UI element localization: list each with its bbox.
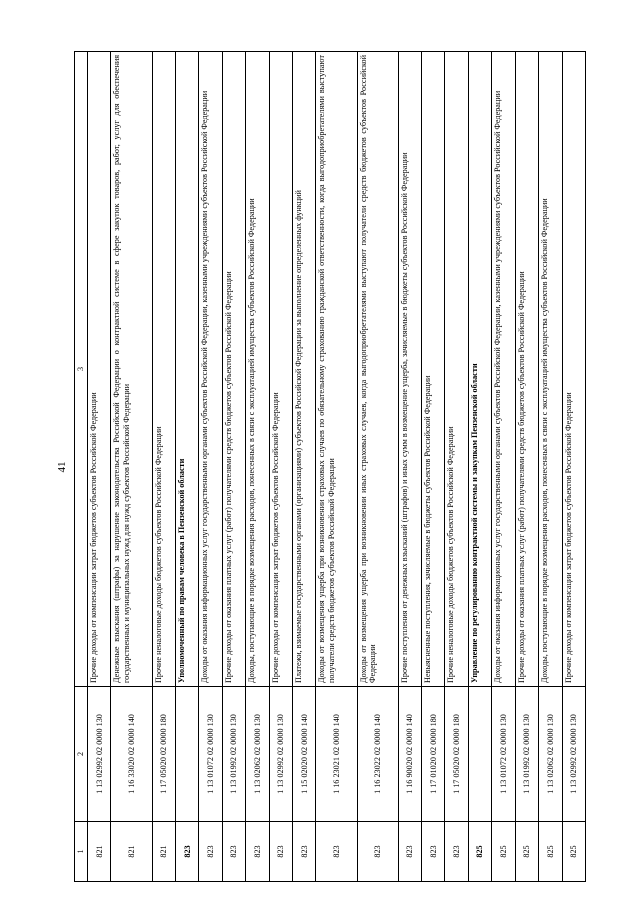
revenue-code-cell: 1 16 23021 02 0000 140: [316, 687, 357, 822]
revenue-name-cell: Прочие неналоговые доходы бюджетов субъектов Российской Федерации: [445, 52, 468, 687]
admin-code-cell: 823: [246, 822, 269, 882]
revenue-name-cell: Уполномоченный по правам человека в Пензенской области: [175, 52, 198, 687]
table-row: [445, 52, 468, 882]
admin-code-cell: 823: [445, 822, 468, 882]
revenue-code-cell: 1 17 05020 02 0000 180: [445, 687, 468, 822]
admin-code-cell: 823: [422, 822, 445, 882]
table-row: [492, 52, 515, 882]
table-row: [175, 52, 198, 882]
revenue-name-cell: Невыясненные поступления, зачисляемые в бюджеты субъектов Российской Федерации: [422, 52, 445, 687]
table-row: [222, 52, 245, 882]
table-row: [398, 52, 421, 882]
admin-code-cell: 823: [316, 822, 357, 882]
admin-code-cell: 823: [222, 822, 245, 882]
admin-code-cell: 823: [293, 822, 316, 882]
revenue-codes-table: [74, 51, 586, 882]
admin-code-cell: 821: [111, 822, 152, 882]
revenue-code-cell: 1 13 01072 02 0000 130: [199, 687, 222, 822]
revenue-code-cell: 1 13 02992 02 0000 130: [88, 687, 111, 822]
admin-code-cell: 823: [357, 822, 398, 882]
table-row: [88, 52, 111, 882]
revenue-code-cell: 1 13 02062 02 0000 130: [246, 687, 269, 822]
admin-code-cell: 825: [515, 822, 538, 882]
admin-code-cell: 823: [175, 822, 198, 882]
table-row: [293, 52, 316, 882]
table-row: [199, 52, 222, 882]
admin-code-cell: 821: [152, 822, 175, 882]
revenue-name-cell: Платежи, взимаемые государственными органами (организациями) субъектов Российской Федерации за выполнение определенных функций: [293, 52, 316, 687]
table-row: [539, 52, 562, 882]
header-col-2: 2: [75, 687, 88, 822]
revenue-code-cell: [175, 687, 198, 822]
revenue-name-cell: Прочие поступления от денежных взысканий (штрафов) и иных сумм в возмещение ущерба, зачисляемые в бюджеты субъектов Российской Федерации: [398, 52, 421, 687]
table-row: [357, 52, 398, 882]
admin-code-cell: 823: [269, 822, 292, 882]
revenue-code-cell: [468, 687, 491, 822]
revenue-code-cell: 1 13 02992 02 0000 130: [269, 687, 292, 822]
table-header-row: [75, 52, 88, 882]
header-col-3: 3: [75, 52, 88, 687]
revenue-code-cell: 1 16 23022 02 0000 140: [357, 687, 398, 822]
revenue-name-cell: Денежные взыскания (штрафы) за нарушение законодательства Российской Федерации о контрактной системе в сфере закупок товаров, работ, услуг для обеспечения государственных и муниципальных нужд для нужд субъектов Российской Федерации: [111, 52, 152, 687]
revenue-name-cell: Доходы от оказания информационных услуг государственными органами субъектов Российской Федерации, казенными учреждениями субъектов Российской Федерации: [199, 52, 222, 687]
table-row: [422, 52, 445, 882]
rotated-page: [52, 52, 587, 882]
revenue-name-cell: Доходы, поступающие в порядке возмещения расходов, понесенных в связи с эксплуатацией имущества субъектов Российской Федерации: [246, 52, 269, 687]
revenue-name-cell: Прочие доходы от компенсации затрат бюджетов субъектов Российской Федерации: [88, 52, 111, 687]
table-row: [246, 52, 269, 882]
revenue-name-cell: Доходы от оказания информационных услуг государственными органами субъектов Российской Федерации, казенными учреждениями субъектов Российской Федерации: [492, 52, 515, 687]
revenue-code-cell: 1 16 33020 02 0000 140: [111, 687, 152, 822]
revenue-name-cell: Управление по регулированию контрактной системы и закупкам Пензенской области: [468, 52, 491, 687]
revenue-name-cell: Прочие доходы от оказания платных услуг (работ) получателями средств бюджетов субъектов Российской Федерации: [222, 52, 245, 687]
table-row: [316, 52, 357, 882]
revenue-code-cell: 1 13 01992 02 0000 130: [222, 687, 245, 822]
table-row: [111, 52, 152, 882]
admin-code-cell: 825: [492, 822, 515, 882]
admin-code-cell: 821: [88, 822, 111, 882]
admin-code-cell: 823: [398, 822, 421, 882]
revenue-code-cell: 1 17 01020 02 0000 180: [422, 687, 445, 822]
header-col-1: 1: [75, 822, 88, 882]
revenue-name-cell: Прочие неналоговые доходы бюджетов субъектов Российской Федерации: [152, 52, 175, 687]
revenue-name-cell: Прочие доходы от компенсации затрат бюджетов субъектов Российской Федерации: [269, 52, 292, 687]
revenue-code-cell: 1 13 02992 02 0000 130: [562, 687, 585, 822]
table-row: [562, 52, 585, 882]
page-number: 41: [56, 461, 68, 473]
revenue-code-cell: 1 13 01992 02 0000 130: [515, 687, 538, 822]
admin-code-cell: 823: [199, 822, 222, 882]
revenue-name-cell: Доходы, поступающие в порядке возмещения расходов, понесенных в связи с эксплуатацией имущества субъектов Российской Федерации: [539, 52, 562, 687]
revenue-code-cell: 1 13 01072 02 0000 130: [492, 687, 515, 822]
admin-code-cell: 825: [539, 822, 562, 882]
table-row: [515, 52, 538, 882]
table-body: [88, 52, 586, 882]
revenue-name-cell: Доходы от возмещения ущерба при возникновении иных страховых случаев, когда выгодоприобретателями выступают получатели средств бюджетов субъектов Российской Федерации: [357, 52, 398, 687]
revenue-code-cell: 1 17 05020 02 0000 180: [152, 687, 175, 822]
admin-code-cell: 825: [562, 822, 585, 882]
revenue-name-cell: Прочие доходы от оказания платных услуг (работ) получателями средств бюджетов субъектов Российской Федерации: [515, 52, 538, 687]
revenue-name-cell: Доходы от возмещения ущерба при возникновении страховых случаев по обязательному страхованию гражданской ответственности, когда выгодоприобретателями выступают получатели средств бюджетов субъектов Российской Федерации: [316, 52, 357, 687]
revenue-name-cell: Прочие доходы от компенсации затрат бюджетов субъектов Российской Федерации: [562, 52, 585, 687]
admin-code-cell: 825: [468, 822, 491, 882]
revenue-code-cell: 1 13 02062 02 0000 130: [539, 687, 562, 822]
table-row: [152, 52, 175, 882]
revenue-code-cell: 1 16 90020 02 0000 140: [398, 687, 421, 822]
revenue-code-cell: 1 15 02020 02 0000 140: [293, 687, 316, 822]
table-row: [269, 52, 292, 882]
table-row: [468, 52, 491, 882]
